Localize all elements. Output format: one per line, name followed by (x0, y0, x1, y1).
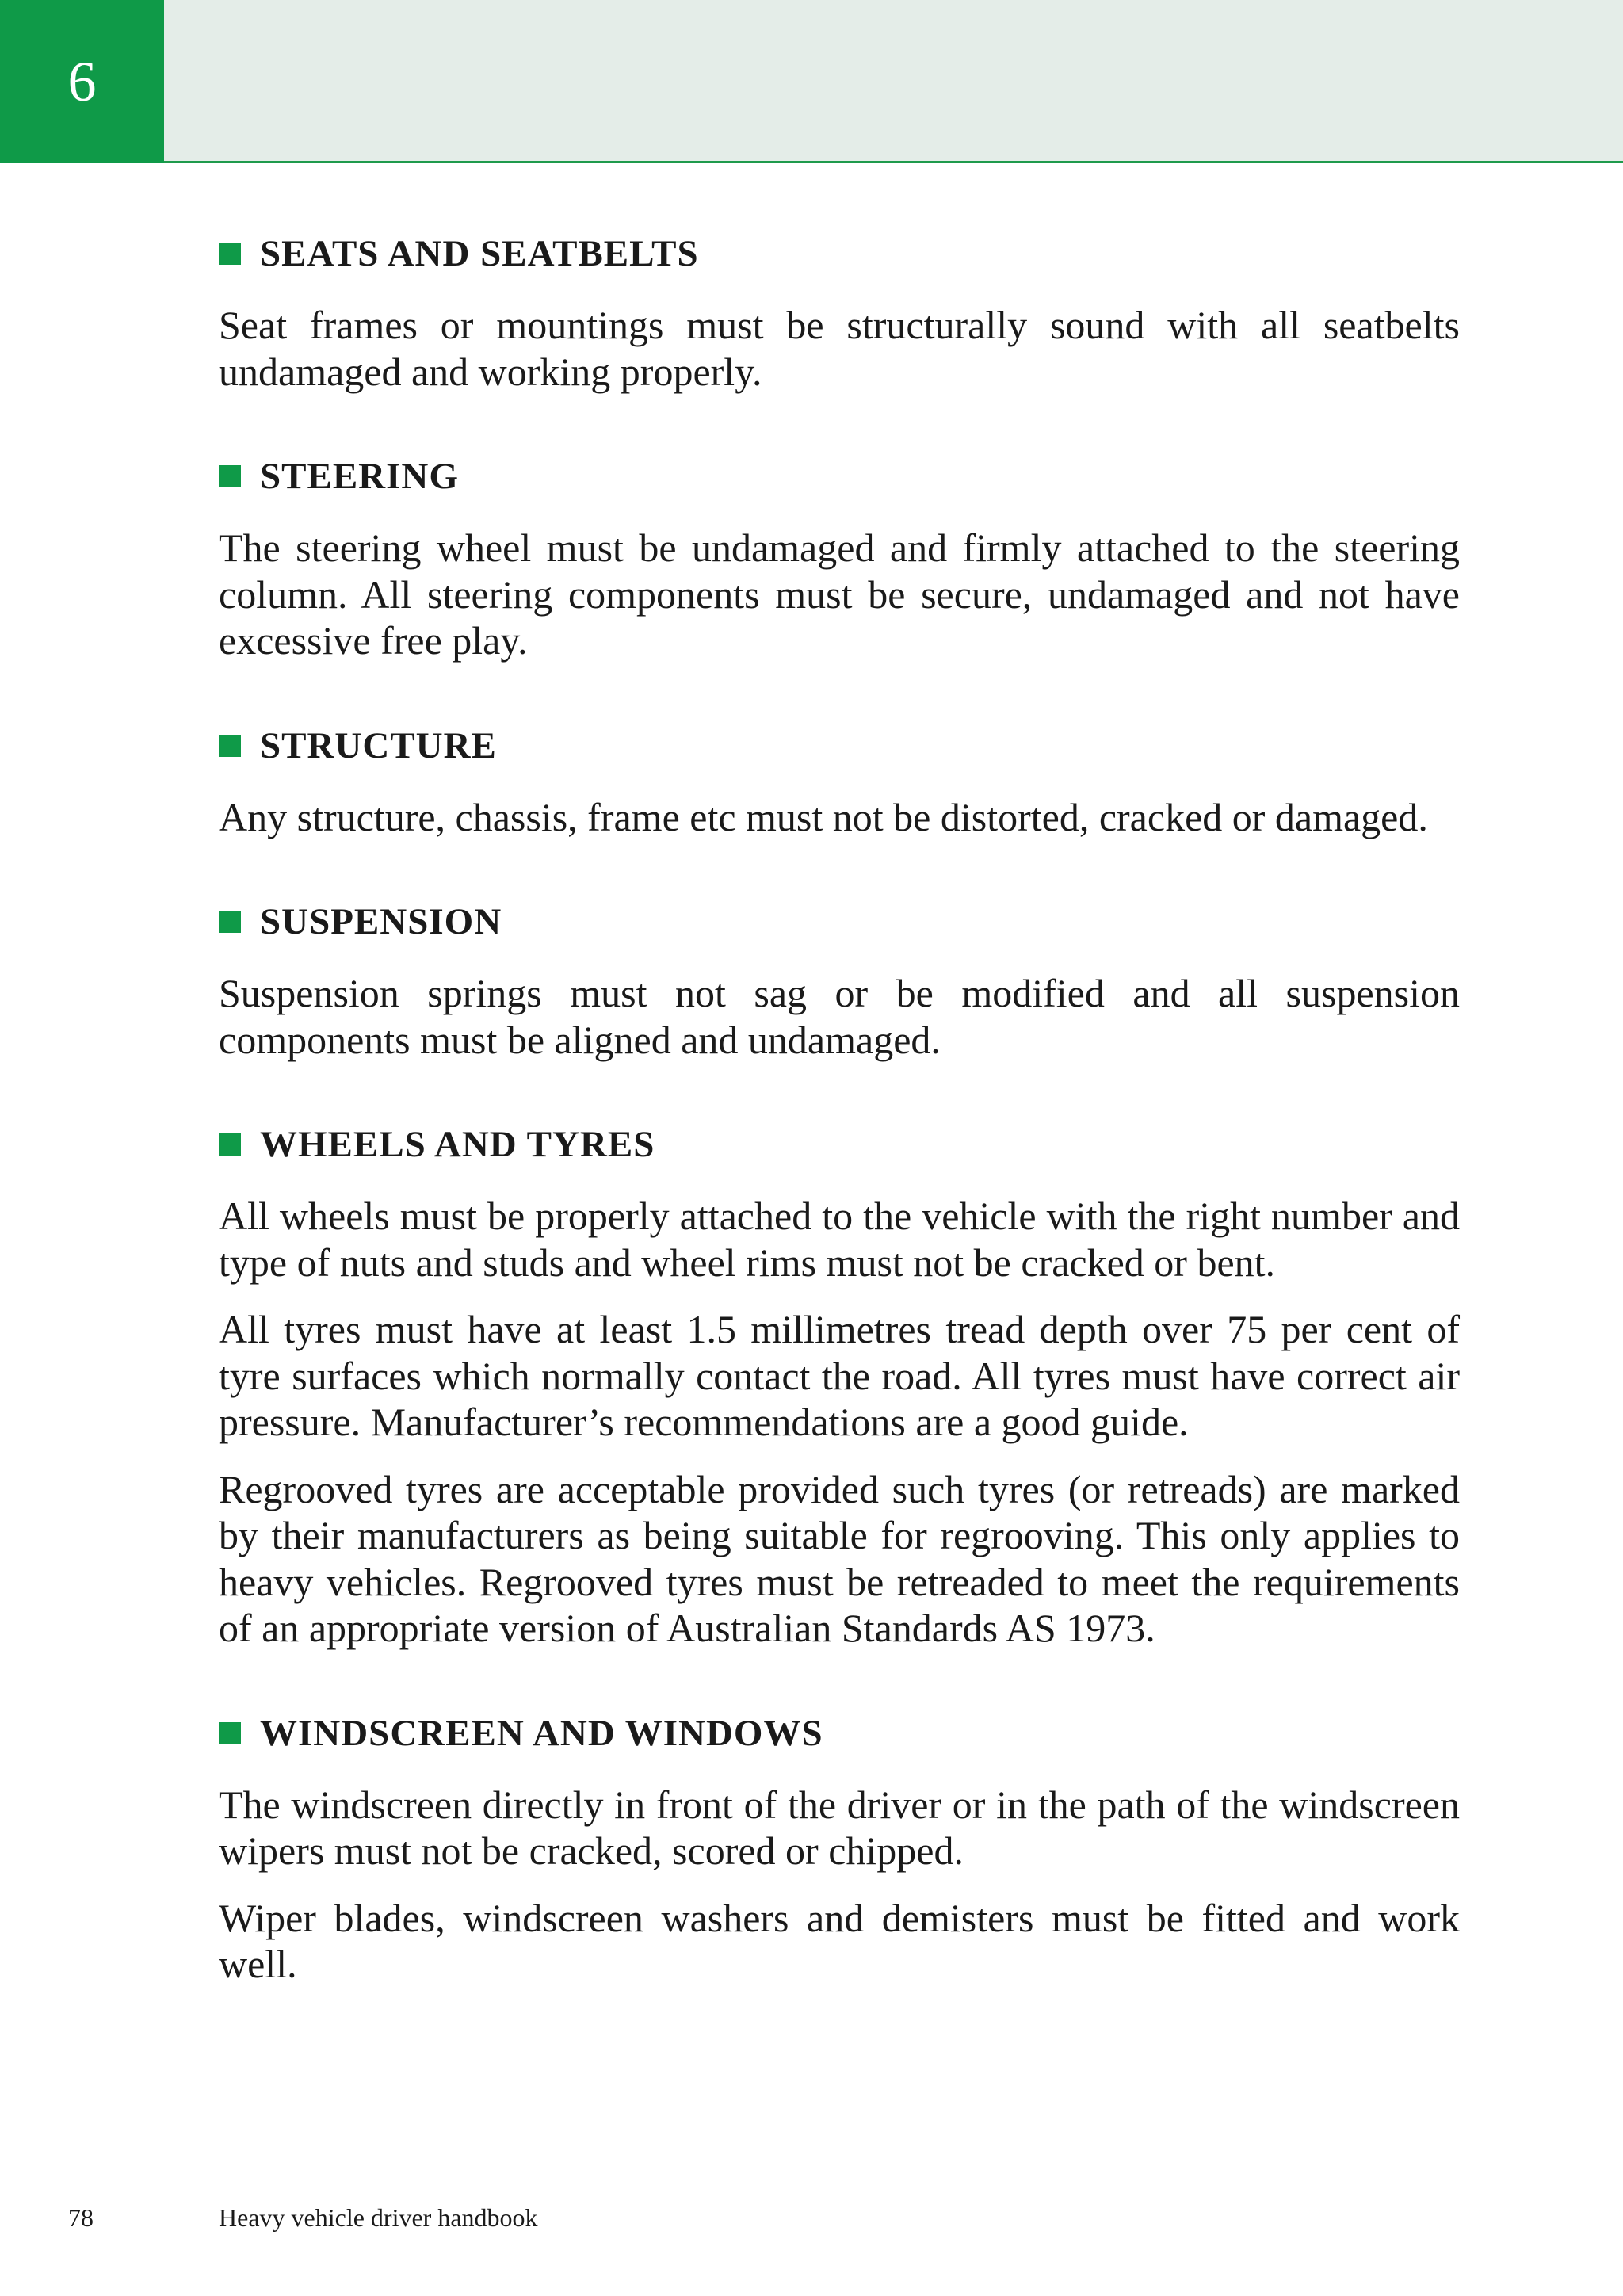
section-heading-text: STEERING (260, 456, 459, 497)
section-heading-text: SUSPENSION (260, 901, 502, 942)
section-windscreen-and-windows (219, 1706, 1460, 1988)
section-heading (219, 449, 1460, 504)
section-seats-and-seatbelts (219, 226, 1460, 395)
square-bullet-icon (219, 911, 241, 933)
section-heading-text: STRUCTURE (260, 724, 497, 766)
section-heading (219, 718, 1460, 774)
square-bullet-icon (219, 1133, 241, 1156)
section-heading (219, 894, 1460, 949)
section-heading (219, 1706, 1460, 1761)
paragraph: Regrooved tyres are acceptable provided such tyres (or retreads) are marked by their manufacturers as being suitable for regrooving. This only applies to heavy vehicles. Regrooved tyres must be retreaded to meet the requirements of an appropriate version of Australian Standards AS 1973. (219, 1466, 1460, 1650)
paragraph: The steering wheel must be undamaged and firmly attached to the steering column. All steering components must be secure, undamaged and not have excessive free play. (219, 525, 1460, 663)
chapter-number-tab (0, 0, 164, 163)
page-content (219, 226, 1460, 2042)
section-heading-text: SEATS AND SEATBELTS (260, 233, 699, 274)
paragraph: Wiper blades, windscreen washers and demisters must be fitted and work well. (219, 1895, 1460, 1986)
section-heading-text: WHEELS AND TYRES (260, 1124, 655, 1165)
paragraph: All wheels must be properly attached to the vehicle with the right number and type of nuts and studs and wheel rims must not be cracked or bent. (219, 1194, 1460, 1285)
paragraph: Any structure, chassis, frame etc must not be distorted, cracked or damaged. (219, 794, 1428, 839)
section-structure (219, 718, 1460, 841)
paragraph: Seat frames or mountings must be structurally sound with all seatbelts undamaged and working properly. (219, 303, 1460, 394)
section-heading (219, 1117, 1460, 1172)
section-steering (219, 449, 1460, 664)
square-bullet-icon (219, 735, 241, 757)
section-heading (219, 226, 1460, 281)
paragraph: All tyres must have at least 1.5 millimetres tread depth over 75 per cent of tyre surfaces which normally contact the road. All tyres must have correct air pressure. Manufacturer’s recommendations are a good guide. (219, 1307, 1460, 1444)
header-band (0, 0, 1623, 163)
section-wheels-and-tyres (219, 1117, 1460, 1652)
paragraph: The windscreen directly in front of the driver or in the path of the windscreen wipers must not be cracked, scored or chipped. (219, 1782, 1460, 1873)
square-bullet-icon (219, 1722, 241, 1744)
page-number: 78 (68, 2203, 94, 2232)
chapter-number: 6 (67, 49, 97, 113)
section-suspension (219, 894, 1460, 1063)
footer-book-title: Heavy vehicle driver handbook (219, 2203, 538, 2232)
square-bullet-icon (219, 243, 241, 265)
paragraph: Suspension springs must not sag or be modified and all suspension components must be aligned and undamaged. (219, 971, 1460, 1062)
square-bullet-icon (219, 465, 241, 487)
section-heading-text: WINDSCREEN AND WINDOWS (260, 1712, 823, 1754)
